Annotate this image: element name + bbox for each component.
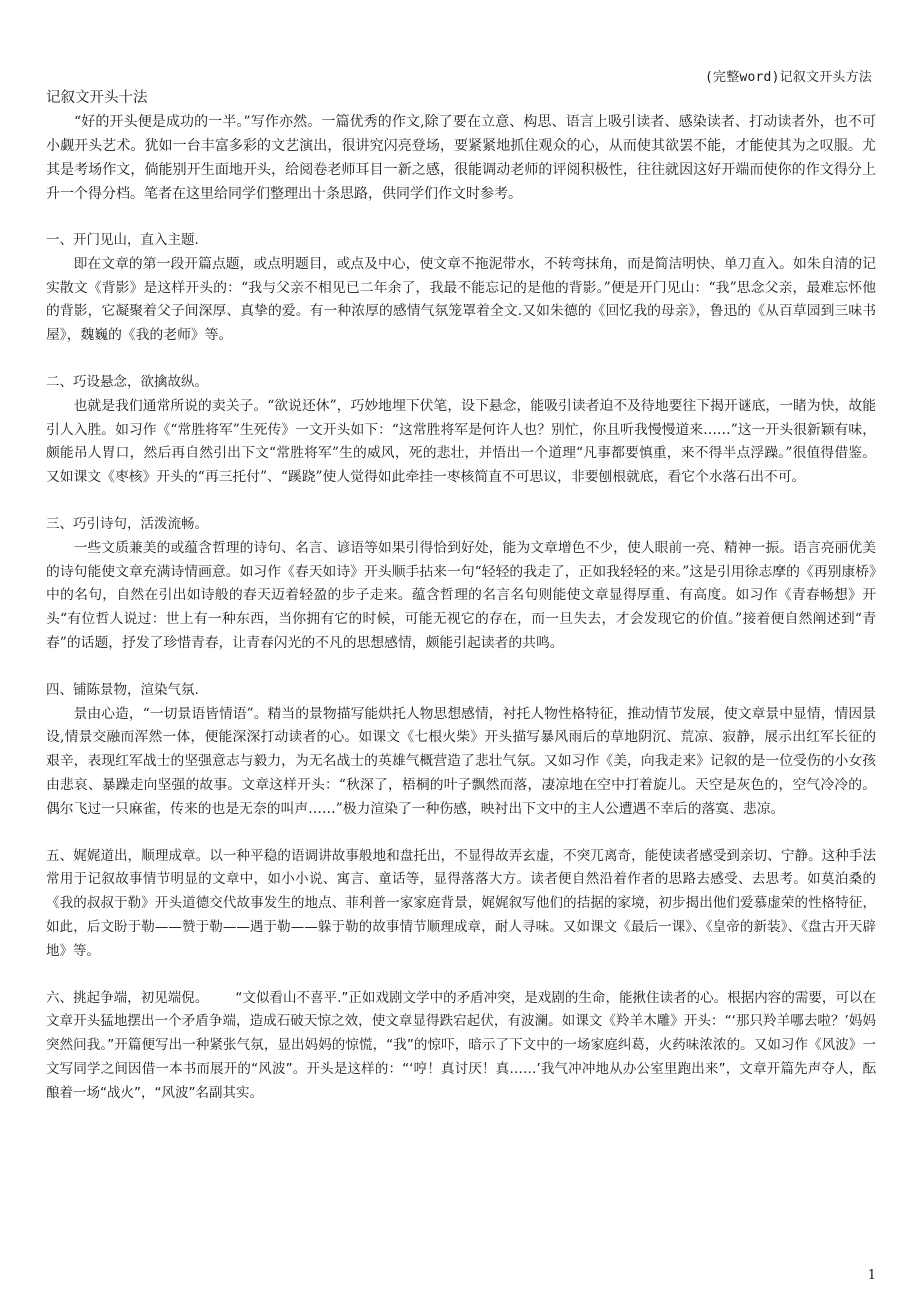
section-body: 以一种平稳的语调讲故事般地和盘托出，不显得故弄玄虚，不突兀离奇，能使读者感受到亲切、宁静。这种手法常用于记叙故事情节明显的文章中，如小小说、寓言、童话等，显得落落大方。读者便自然沿着作者的思路去感受、去思考。如莫泊桑的《我的叔叔于勒》开头道德交代故事发生的地点、菲利普一家家庭背景，娓娓叙写他们的拮据的家境，初步揭出他们爱慕虚荣的性格特征，如此，后文盼于勒——赞于勒——遇于勒——躲于勒的故事情节顺理成章，耐人寻味。又如课文《最后一课》、《皇帝的新装》、《盘古开天辟地》等。 — [46, 847, 877, 959]
section-1 — [46, 229, 876, 348]
section-body: 一些文质兼美的或蕴含哲理的诗句、名言、谚语等如果引得恰到好处，能为文章增色不少，使人眼前一亮、精神一振。语言亮丽优美的诗句能使文章充满诗情画意。如习作《春天如诗》开头顺手拈来一句“轻轻的我走了，正如我轻轻的来。”这是引用徐志摩的《再别康桥》中的名句，自然在引出如诗般的春天迈着轻盈的步子走来。蕴含哲理的名言名句则能使文章显得厚重、有高度。如习作《青春畅想》开头“有位哲人说过：世上有一种东西，当你拥有它的时候，可能无视它的存在，而一旦失去，才会发现它的价值。”接着便自然阐述到“青春”的话题，抒发了珍惜青春，让青春闪光的不凡的思想感情，颇能引起读者的共鸣。 — [46, 539, 876, 651]
section-body: 景由心造，“一切景语皆情语”。精当的景物描写能烘托人物思想感情，衬托人物性格特征，推动情节发展，使文章景中显情，情因景设,情景交融而浑然一体，便能深深打动读者的心。如课文《七根火柴》开头描写暴风雨后的草地阴沉、荒凉、寂静，展示出红军长征的艰辛，表现红军战士的坚强意志与毅力，为无名战士的英雄气概营造了悲壮气氛。又如习作《美，向我走来》记叙的是一位受伤的小女孩由悲哀、暴躁走向坚强的故事。文章这样开头：“秋深了，梧桐的叶子飘然而落，凄凉地在空中打着旋儿。天空是灰色的，空气冷冷的。偶尔飞过一只麻雀，传来的也是无奈的叫声……”极力渲染了一种伤感，映衬出下文中的主人公遭遇不幸后的落寞、悲凉。 — [46, 705, 876, 817]
intro-paragraph: “好的开头便是成功的一半。”写作亦然。一篇优秀的作文,除了要在立意、构思、语言上吸引读者、感染读者、打动读者外，也不可小觑开头艺术。犹如一台丰富多彩的文艺演出，很讲究闪亮登场，要紧紧地抓住观众的心，从而使其欲罢不能，才能使其为之叹服。尤其是考场作文，倘能别开生面地开头，给阅卷老师耳目一新之感，很能调动老师的评阅积极性，往往就因这好开端而使你的作文得分上升一个得分档。笔者在这里给同学们整理出十条思路，供同学们作文时参考。 — [46, 114, 876, 202]
section-heading: 六、挑起争端，初见端倪。 — [46, 989, 209, 1006]
section-heading: 四、铺陈景物，渲染气氛. — [46, 681, 199, 698]
section-body: 即在文章的第一段开篇点题，或点明题目，或点及中心，使文章不拖泥带水，不转弯抹角，而是简洁明快、单刀直入。如朱自清的记实散文《背影》是这样开头的：“我与父亲不相见已二年余了，我最不能忘记的是他的背影。”便是开门见山：“我”思念父亲，最难忘怀他的背影，它凝聚着父子间深厚、真挚的爱。有一种浓厚的感情气氛笼罩着全文.又如朱德的《回忆我的母亲》，鲁迅的《从百草园到三味书屋》，魏巍的《我的老师》等。 — [46, 255, 876, 344]
page-number: 1 — [867, 1268, 876, 1283]
section-heading: 二、巧设悬念，欲擒故纵。 — [46, 373, 208, 390]
section-body: “文似看山不喜平.”正如戏剧文学中的矛盾冲突，是戏剧的生命，能揪住读者的心。根据内容的需要，可以在文章开头猛地摆出一个矛盾争端，造成石破天惊之效，使文章显得跌宕起伏，有波澜。如课文《羚羊木雕》开头：“‘那只羚羊哪去啦？’妈妈突然问我。”开篇便写出一种紧张气氛，显出妈妈的惊慌，“我”的惊吓，暗示了下文中的一场家庭纠葛，火药味浓浓的。又如习作《风波》一文写同学之间因借一本书而展开的“风波”。开头是这样的：“‘哼！真讨厌！真……’我气冲冲地从办公室里跑出来”，文章开篇先声夺人，酝酿着一场“战火”，“风波”名副其实。 — [46, 989, 877, 1101]
section-3 — [46, 513, 876, 656]
document-body — [46, 88, 876, 1106]
document-title: 记叙文开头十法 — [46, 90, 148, 106]
section-heading: 五、娓娓道出，顺理成章。 — [46, 847, 210, 864]
running-header: (完整word)记叙文开头方法 — [705, 70, 872, 85]
section-5 — [46, 845, 876, 964]
section-6 — [46, 987, 876, 1106]
section-2 — [46, 371, 876, 490]
section-body: 也就是我们通常所说的卖关子。“欲说还休”，巧妙地埋下伏笔，设下悬念，能吸引读者迫不及待地要往下揭开谜底，一睹为快，故能引人入胜。如习作《“常胜将军”生死传》一文开头如下：“这常胜将军是何许人也？别忙，你且听我慢慢道来……”这一开头很新颖有味，颇能吊人胃口，然后再自然引出下文“常胜将军”生的威风，死的悲壮，并悟出一个道理“凡事都要慎重，来不得半点浮躁。”很值得借鉴。又如课文《枣核》开头的“再三托付”、“蹊跷”使人觉得如此牵挂一枣核简直不可思议，非要刨根就底，看它个水落石出不可。 — [46, 397, 876, 486]
section-4 — [46, 679, 876, 822]
section-heading: 三、巧引诗句，活泼流畅。 — [46, 515, 208, 532]
section-heading: 一、开门见山，直入主题. — [46, 232, 199, 248]
